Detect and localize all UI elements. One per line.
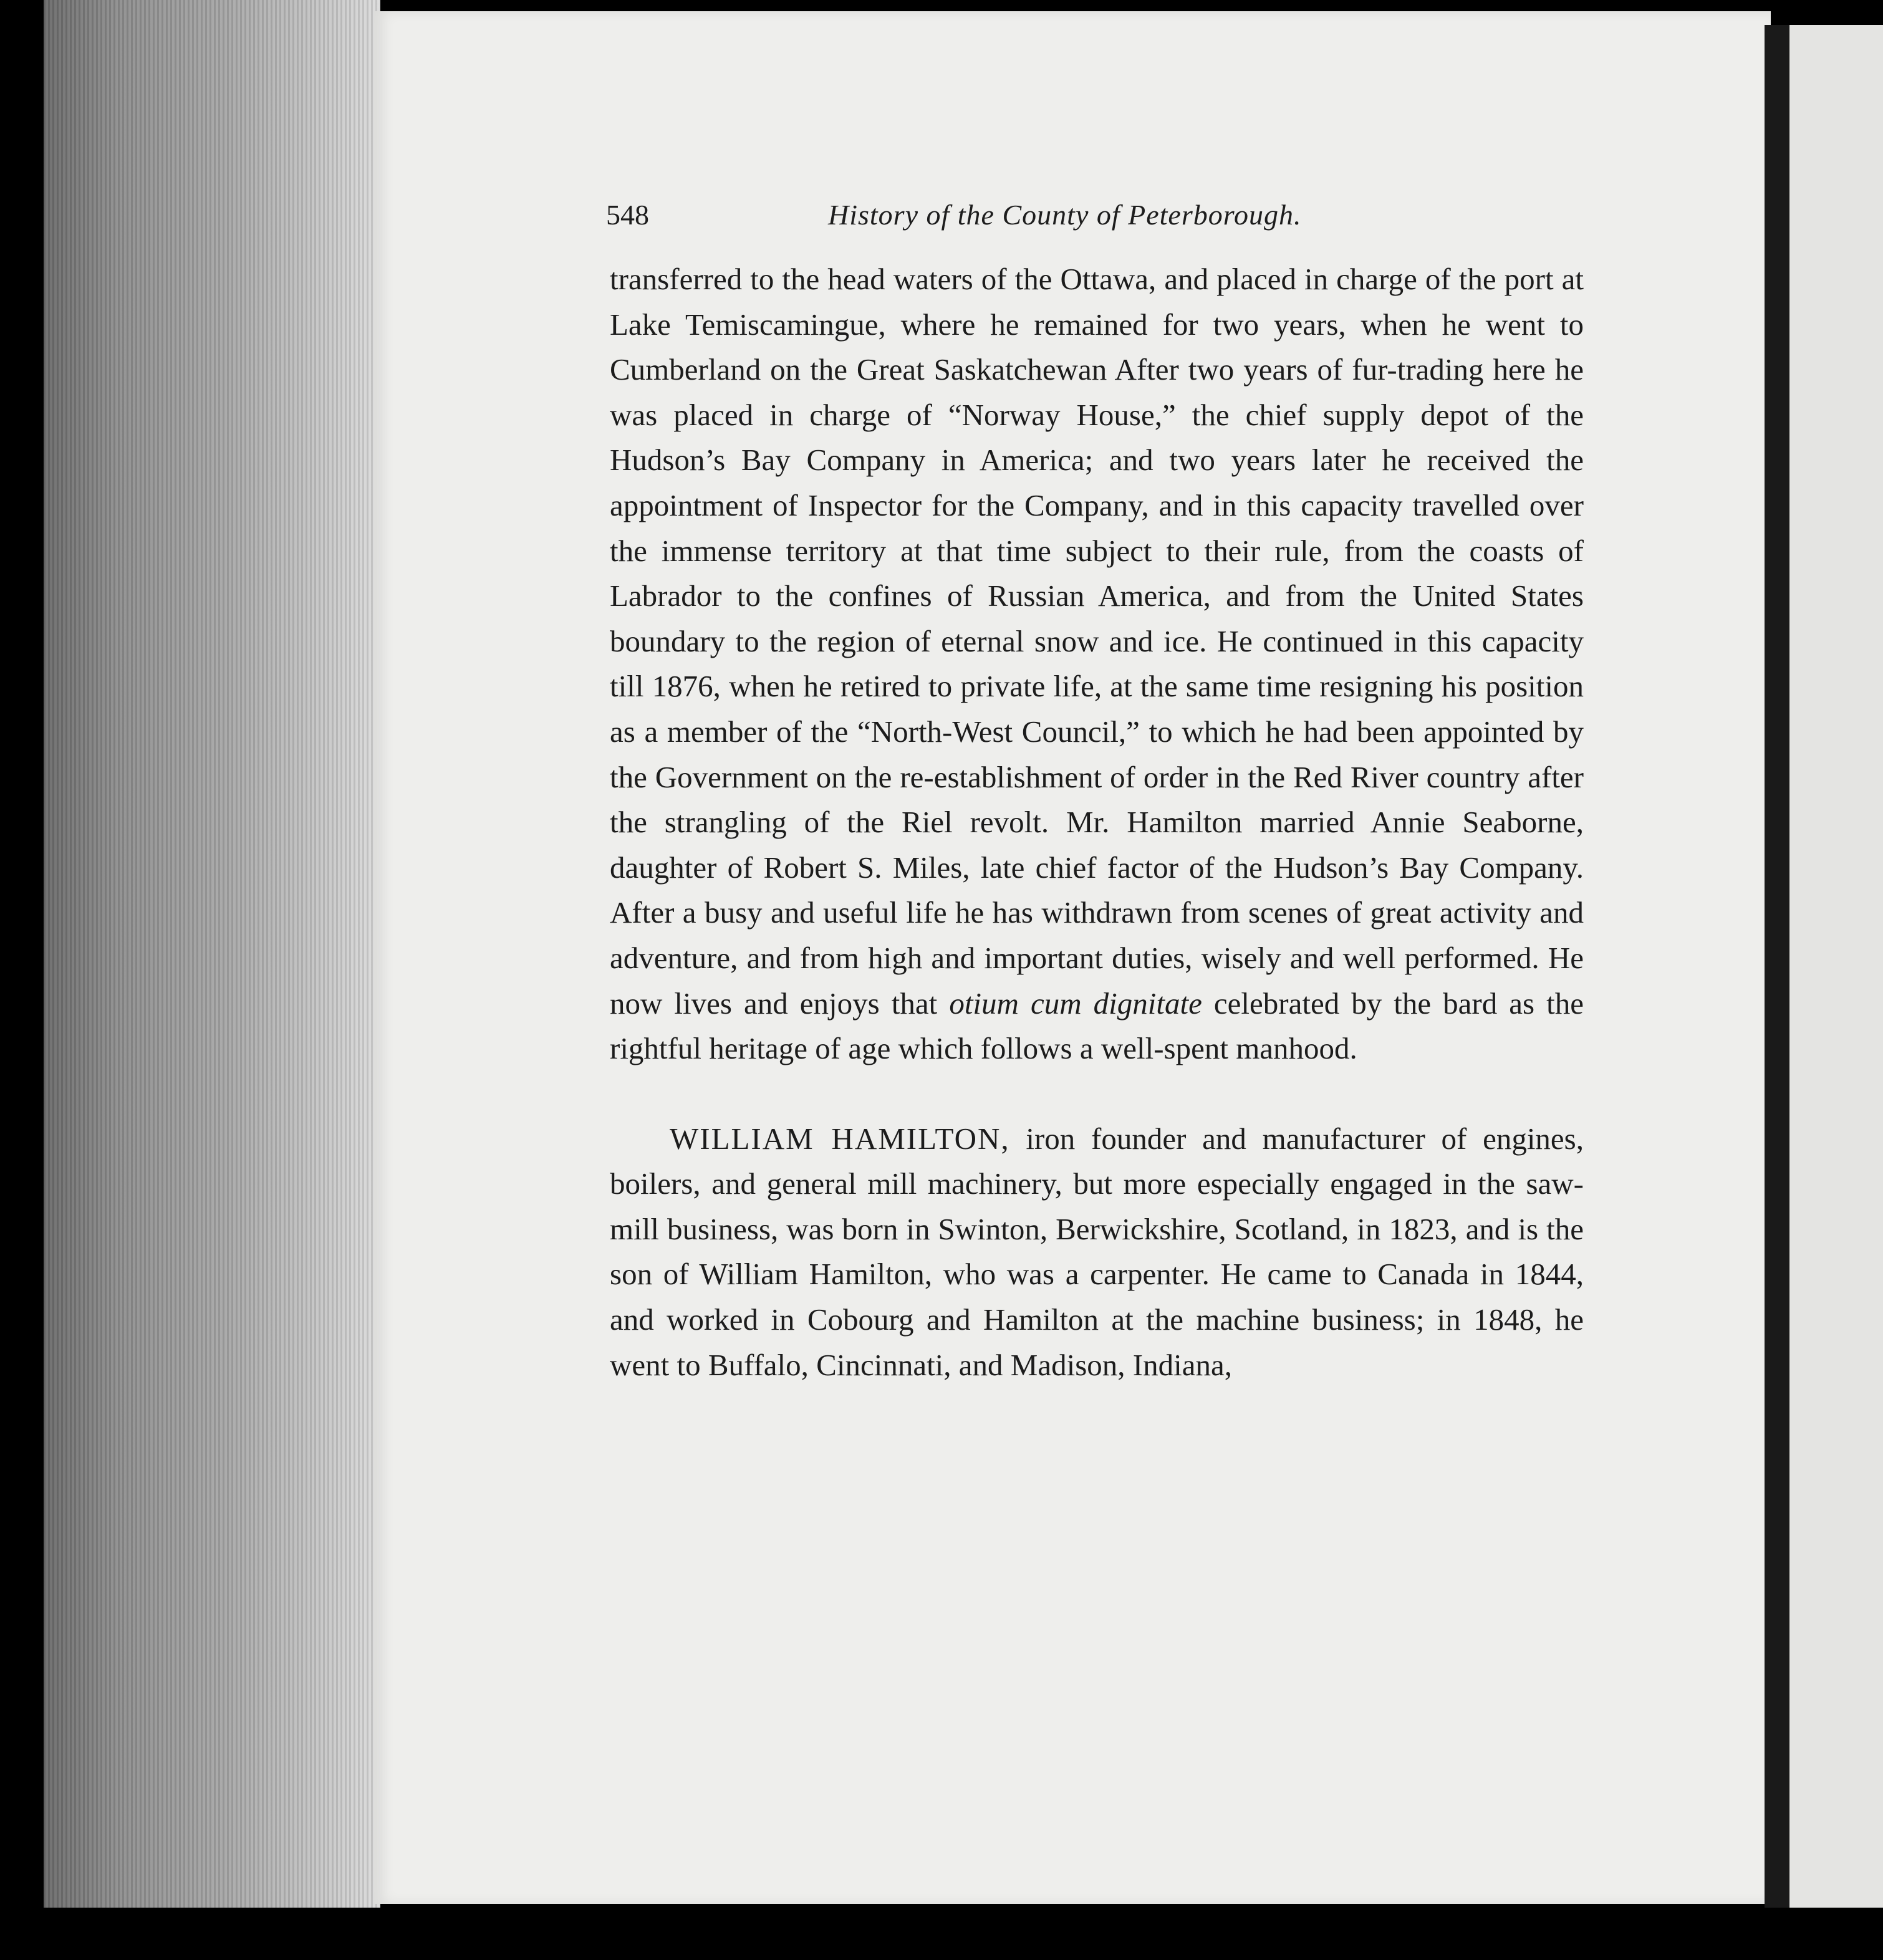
latin-phrase: otium cum dignitate: [949, 986, 1202, 1021]
scan-border: [0, 1908, 1883, 1960]
book-gutter: [1765, 25, 1789, 1933]
page-number: 548: [606, 199, 649, 231]
paragraph-text-end: celebrated by the bard as the rightful heritage of age which follows a well-spent manhood.: [610, 986, 1584, 1066]
running-title: History of the County of Peterborough.: [828, 199, 1302, 231]
page-body: [610, 257, 1584, 1388]
paragraph-text: iron founder and manufacturer of engines, boilers, and general mill machinery, but more especially engaged in the saw-mill business, was born in Swinton, Berwickshire, Scotland, in 1823, and is the son of William Hamilton, who was a carpenter. He came to Canada in 1844, and worked in Cobourg and Hamilton at the machine business; in 1848, he went to Buffalo, Cincinnati, and Madison, Indiana,: [610, 1121, 1584, 1382]
book-page-edges: [44, 0, 380, 1960]
paragraph-william-hamilton: [610, 1117, 1584, 1388]
page-header: [606, 192, 1591, 242]
biography-name: WILLIAM HAMILTON,: [670, 1121, 1010, 1156]
paragraph-continuation: [610, 257, 1584, 1072]
paragraph-text: transferred to the head waters of the Ottawa, and placed in charge of the port at Lake Temiscamingue, where he remained for two years, when he went to Cumberland on the Great Saskatchewan After two years of fur-trading here he was placed in charge of “Norway House,” the chief supply depot of the Hudson’s Bay Company in America; and two years later he received the appointment of Inspector for the Company, and in this capacity travelled over the immense territory at that time subject to their rule, from the coasts of Labrador to the confines of Russian America, and from the United States boundary to the region of eternal snow and ice. He continued in this capacity till 1876, when he retired to private life, at the same time resigning his position as a member of the “North-West Council,” to which he had been appointed by the Government on the re-establishment of order in the Red River country after the strangling of the Riel revolt. Mr. Hamilton married Annie Seaborne, daughter of Robert S. Miles, late chief factor of the Hudson’s Bay Company. After a busy and useful life he has withdrawn from scenes of great activity and adventure, and from high and important duties, wisely and well performed. He now lives and enjoys that: [610, 262, 1584, 1021]
facing-page-edge: [1789, 25, 1883, 1933]
